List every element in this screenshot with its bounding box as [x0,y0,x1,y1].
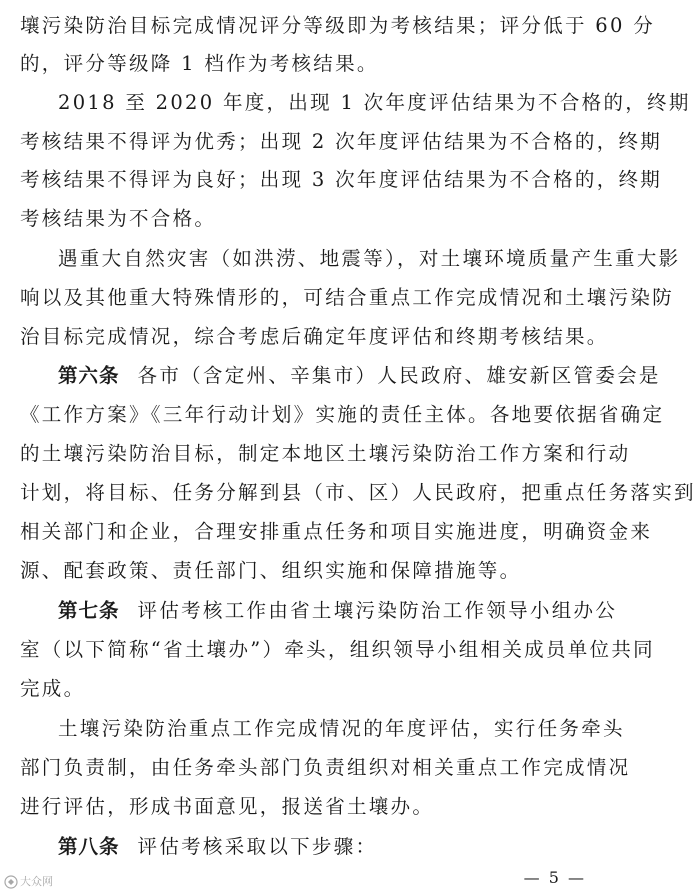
paragraph-line: 响以及其他重大特殊情形的，可结合重点工作完成情况和土壤污染防 [20,286,675,309]
paragraph-line-text: 评估考核工作由省土壤污染防治工作领导小组办公 [137,599,618,622]
article-6-first-line [0,357,661,395]
paragraph-line: 进行评估，形成书面意见，报送省土壤办。 [20,795,435,818]
article-6-title: 第六条 [58,364,120,387]
paragraph-line: 考核结果为不合格。 [20,207,217,230]
paragraph-line: 的，评分等级降 1 档作为考核结果。 [20,52,379,75]
paragraph-line: 室（以下简称“省土壤办”）牵头，组织领导小组相关成员单位共同 [20,638,655,661]
watermark-text: 大众网 [20,875,53,888]
paragraph-line: 考核结果不得评为良好；出现 3 次年度评估结果为不合格的，终期 [20,168,663,191]
article-8-first-line [0,828,616,866]
paragraph-line: 相关部门和企业，合理安排重点任务和项目实施进度，明确资金来 [20,520,653,543]
paragraph-line: 考核结果不得评为优秀；出现 2 次年度评估结果为不合格的，终期 [20,130,663,153]
paragraph-line: 2018 至 2020 年度，出现 1 次年度评估结果为不合格的，终期 [58,91,691,114]
paragraph-line: 壤污染防治目标完成情况评分等级即为考核结果；评分低于 60 分 [20,14,656,37]
paragraph-line: 源、配套政策、责任部门、组织实施和保障措施等。 [20,559,522,582]
article-7-first-line [0,592,616,630]
paragraph-line-text: 评估考核采取以下步骤： [137,835,378,858]
page-number: — 5 — [523,868,586,887]
paragraph-line: 计划，将目标、任务分解到县（市、区）人民政府，把重点任务落实到 [20,481,696,504]
paragraph-line: 《工作方案》《三年行动计划》实施的责任主体。各地要依据省确定 [20,403,665,426]
paragraph-line: 完成。 [20,677,86,700]
watermark-logo-icon [4,875,18,889]
article-7-title: 第七条 [58,599,120,622]
paragraph-line: 土壤污染防治重点工作完成情况的年度评估，实行任务牵头 [58,717,625,740]
paragraph-line: 治目标完成情况，综合考虑后确定年度评估和终期考核结果。 [20,325,609,348]
article-8-title: 第八条 [58,835,120,858]
paragraph-line-text: 各市（含定州、辛集市）人民政府、雄安新区管委会是 [137,364,661,387]
paragraph-line: 部门负责制，由任务牵头部门负责组织对相关重点工作完成情况 [20,756,631,779]
watermark [4,873,53,889]
paragraph-line: 的土壤污染防治目标，制定本地区土壤污染防治工作方案和行动 [20,442,631,465]
paragraph-line: 遇重大自然灾害（如洪涝、地震等），对土壤环境质量产生重大影 [58,247,681,270]
